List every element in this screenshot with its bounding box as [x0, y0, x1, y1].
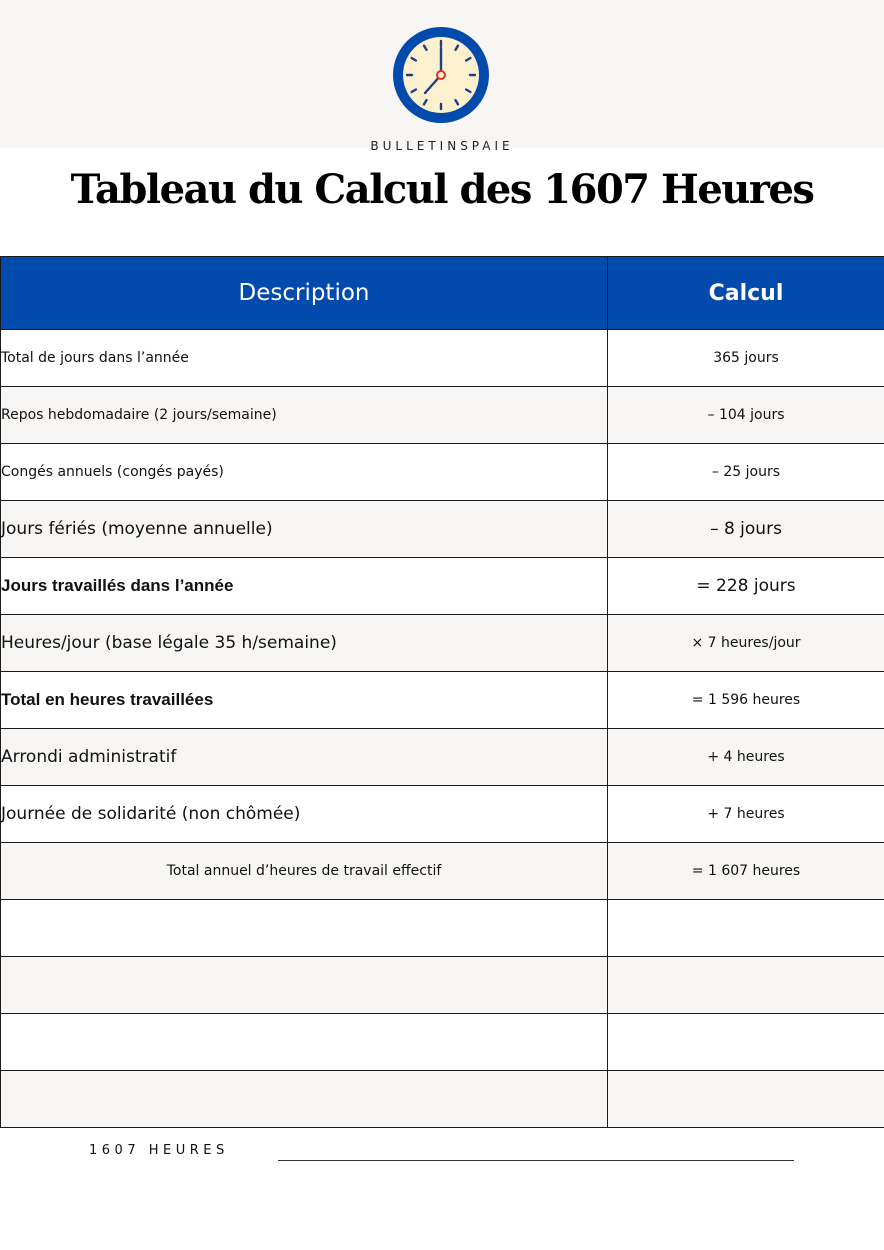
- column-header-description: Description: [1, 257, 608, 330]
- row-calcul: + 7 heures: [608, 786, 884, 843]
- footer-divider: [278, 1160, 794, 1161]
- row-description: Repos hebdomadaire (2 jours/semaine): [1, 387, 608, 444]
- row-description: Total en heures travaillées: [1, 672, 608, 729]
- row-description: Total de jours dans l’année: [1, 330, 608, 387]
- row-description: Congés annuels (congés payés): [1, 444, 608, 501]
- footer-label: 1607 HEURES: [89, 1143, 229, 1158]
- table-row: [1, 501, 884, 558]
- row-description: Jours travaillés dans l’année: [1, 558, 608, 615]
- row-calcul: = 1 607 heures: [608, 843, 884, 900]
- row-description: Arrondi administratif: [1, 729, 608, 786]
- row-description: Heures/jour (base légale 35 h/semaine): [1, 615, 608, 672]
- column-header-calcul: Calcul: [608, 257, 884, 330]
- empty-row: [1, 900, 884, 957]
- table-row: [1, 786, 884, 843]
- row-description: Journée de solidarité (non chômée): [1, 786, 608, 843]
- empty-cell: [608, 1014, 884, 1071]
- row-calcul: = 228 jours: [608, 558, 884, 615]
- row-calcul: × 7 heures/jour: [608, 615, 884, 672]
- empty-row: [1, 1071, 884, 1128]
- table-row: [1, 444, 884, 501]
- table-row: [1, 387, 884, 444]
- empty-row: [1, 957, 884, 1014]
- brand-name: BULLETINSPAIE: [370, 139, 514, 153]
- row-calcul: – 104 jours: [608, 387, 884, 444]
- table-row: [1, 330, 884, 387]
- empty-cell: [608, 900, 884, 957]
- calculation-table: [0, 256, 884, 1128]
- row-calcul: 365 jours: [608, 330, 884, 387]
- empty-cell: [608, 957, 884, 1014]
- empty-cell: [1, 900, 608, 957]
- table-row: [1, 843, 884, 900]
- table-header-row: [1, 257, 884, 330]
- row-calcul: – 25 jours: [608, 444, 884, 501]
- table-row: [1, 729, 884, 786]
- table-row: [1, 615, 884, 672]
- row-calcul: + 4 heures: [608, 729, 884, 786]
- page-title: Tableau du Calcul des 1607 Heures: [70, 166, 814, 213]
- row-description: Total annuel d’heures de travail effectif: [1, 843, 608, 900]
- table-row: [1, 558, 884, 615]
- empty-cell: [1, 957, 608, 1014]
- row-calcul: – 8 jours: [608, 501, 884, 558]
- table-row: [1, 672, 884, 729]
- clock-icon: [392, 26, 490, 124]
- empty-cell: [608, 1071, 884, 1128]
- empty-cell: [1, 1071, 608, 1128]
- row-calcul: = 1 596 heures: [608, 672, 884, 729]
- empty-cell: [1, 1014, 608, 1071]
- empty-row: [1, 1014, 884, 1071]
- row-description: Jours fériés (moyenne annuelle): [1, 501, 608, 558]
